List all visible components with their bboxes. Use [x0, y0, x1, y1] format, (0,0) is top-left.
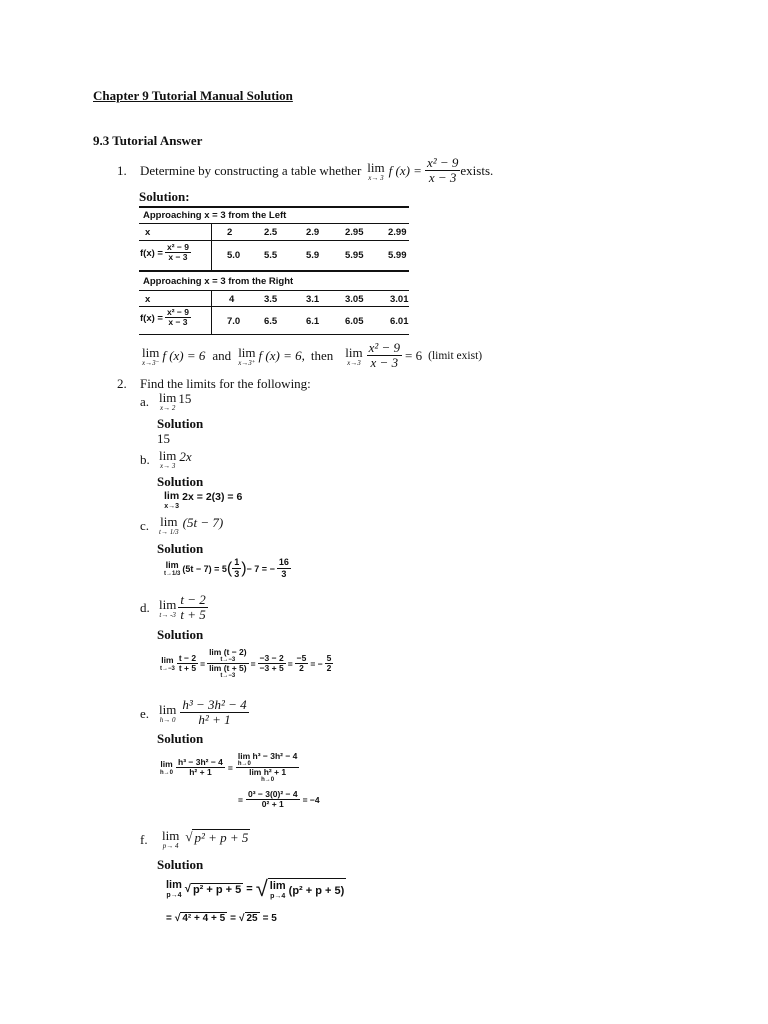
- f-label-fraction: [165, 243, 191, 263]
- lim-subscript: x→ 3: [159, 462, 176, 470]
- q2f-sol-line2-result: = 5: [262, 912, 277, 924]
- lim-word: lim: [159, 390, 177, 405]
- q2b-solution-label: Solution: [157, 474, 204, 489]
- q2e-sol-frac3: [246, 790, 300, 810]
- q2c-sol-mid: − 7 = −: [246, 563, 275, 574]
- lim-subscript: x→3: [347, 358, 361, 367]
- lim-subscript: p→ 4: [162, 842, 179, 850]
- concl-eq: = 6: [405, 348, 423, 363]
- q2a-answer: 15: [157, 431, 170, 446]
- lim-word: lim: [142, 344, 160, 360]
- q1-number: 1.: [117, 163, 127, 178]
- lim-word: lim: [160, 514, 178, 529]
- lim-subscript: x→3⁻: [142, 358, 160, 367]
- lim-word: lim: [162, 828, 180, 843]
- table-cell: 6.1: [306, 316, 320, 327]
- frac-den: −3 + 5: [259, 663, 284, 674]
- chapter-title: Chapter 9 Tutorial Manual Solution: [93, 88, 293, 103]
- lim-word: lim: [238, 344, 256, 360]
- q2d-solution-label: Solution: [157, 627, 204, 642]
- table-cell: 3.5: [264, 294, 278, 305]
- q1-solution-label: Solution:: [139, 189, 190, 204]
- lim-subscript: t→ 1/3: [159, 528, 179, 536]
- q2e-solution-line2: = $\frac{\text{0³ − 3(0)² − 4}}{\text{0² + 1}}$ = −4: [238, 789, 320, 810]
- table-x-label-2: x: [145, 294, 151, 305]
- frac-num: −3 − 2: [259, 652, 284, 663]
- q2a-solution-label: Solution: [157, 416, 204, 431]
- q2a-value: 15: [178, 391, 192, 406]
- q2b-solution: [164, 491, 242, 510]
- q2c-value: (5t − 7): [182, 515, 224, 530]
- lim-word: lim: [159, 448, 177, 463]
- frac-den: 0² + 1: [261, 799, 284, 810]
- lim-subscript: t→1/3: [164, 570, 181, 577]
- lim-word: lim: [345, 344, 363, 360]
- q2a-expr: [159, 391, 191, 412]
- frac-num: 5: [326, 652, 332, 663]
- lim-word: lim: [166, 878, 182, 891]
- concl-and: and: [212, 348, 232, 363]
- concl-fraction: [367, 341, 402, 371]
- q2f-letter: f.: [140, 832, 148, 847]
- frac-num: lim (t − 2): [209, 647, 247, 658]
- lim-subscript: p→4: [166, 891, 182, 899]
- frac-den: 3: [281, 568, 287, 579]
- frac-num: t − 2: [180, 591, 206, 607]
- f-label-den: x − 3: [168, 317, 188, 328]
- frac-num: lim h³ − 3h² − 4: [237, 751, 298, 762]
- lim-subscript: h→0: [160, 769, 174, 776]
- frac-den: 2: [299, 663, 304, 674]
- q2f-expr: lim p→ 4 √ p² + p + 5: [162, 828, 249, 850]
- q2f-sol-inner: [268, 878, 347, 900]
- lim-subscript: t→ -3: [159, 610, 176, 619]
- frac-den: 2: [326, 663, 332, 674]
- concl-den: x − 3: [370, 355, 399, 371]
- q2f-sol-inner-expr: (p² + p + 5): [288, 884, 345, 897]
- q2f-sol-line2-radicand2: 25: [246, 913, 258, 924]
- frac-den: lim (t + 5): [209, 663, 247, 674]
- q2c-sol-pre: (5t − 7) = 5: [182, 563, 227, 574]
- f-label-num: x² − 9: [166, 307, 189, 317]
- q2d-fraction: [178, 593, 207, 623]
- q2b-letter: b.: [140, 452, 150, 467]
- q2c-solution-label: Solution: [157, 541, 204, 556]
- f-label-text: f(x) =: [140, 247, 163, 259]
- frac-den: lim h² + 1: [249, 767, 287, 778]
- f-label-den: x − 3: [168, 252, 188, 263]
- q1-text: Determine by constructing a table whether: [140, 163, 362, 178]
- frac-num-sub: t→−3: [220, 656, 236, 663]
- q2e-fraction: [180, 698, 248, 728]
- q2d-sol-frac4: [295, 654, 309, 674]
- q1-statement: [140, 151, 493, 191]
- frac-den: 3: [234, 568, 240, 579]
- q2c-letter: c.: [140, 518, 150, 533]
- f-label-fraction: [165, 308, 191, 328]
- table-cell: 5.95: [345, 250, 364, 261]
- frac-num: 0³ − 3(0)² − 4: [247, 789, 298, 799]
- frac-num: 1: [234, 557, 240, 567]
- q2e-sol-result: = −4: [302, 795, 320, 806]
- q2d-sol-frac1: [177, 654, 198, 674]
- lim-subscript: x→3⁺: [238, 358, 256, 367]
- concl-num: x² − 9: [368, 339, 401, 355]
- q2f-radicand: p² + p + 5: [194, 830, 249, 845]
- frac-den: h² + 1: [189, 767, 212, 778]
- section-title: 9.3 Tutorial Answer: [93, 133, 203, 148]
- frac-den-sub: t→−3: [220, 672, 236, 679]
- table-cell: 2.99: [388, 227, 407, 238]
- lim-word: lim: [165, 559, 179, 570]
- table-cell: 5.0: [227, 250, 241, 261]
- table-cell: 6.05: [345, 316, 364, 327]
- q2c-sol-frac: [232, 558, 241, 579]
- table-cell: 2.95: [345, 227, 364, 238]
- concl-part1: f (x) = 6: [162, 348, 206, 363]
- table-cell: 3.01: [390, 294, 409, 305]
- lim-word: lim: [269, 880, 286, 892]
- lim-word: lim: [160, 759, 173, 770]
- frac-den: t + 5: [178, 663, 197, 674]
- q2f-solution: lim p→4 √ p² + p + 5 = √ lim p→4 (p² + p + 5): [166, 876, 345, 901]
- q1-denominator: x − 3: [428, 170, 457, 186]
- q2b-expr: [159, 449, 192, 470]
- q1-numerator: x² − 9: [426, 154, 459, 170]
- q2b-value: 2x: [179, 449, 192, 464]
- frac-num: −5: [296, 652, 307, 663]
- table-cell: 5.9: [306, 250, 320, 261]
- frac-den: h² + 1: [198, 712, 231, 728]
- q1-fraction: [425, 156, 460, 186]
- q2f-solution-line2: = √ 4² + 4 + 5 = √ 25 = 5: [166, 912, 277, 924]
- q2e-solution: lim h→0 $\frac{\text{h³ − 3h² − 4}}{\text{h² + 1}}$ = lim h³ − 3h² − 4 h→0 lim h² + 1 h→0: [160, 751, 298, 783]
- q2f-solution-label: Solution: [157, 857, 204, 872]
- table-cell: 2: [227, 227, 233, 238]
- table-cell: 6.5: [264, 316, 278, 327]
- table-x-label: x: [145, 227, 151, 238]
- q2d-sol-frac5: [325, 654, 334, 674]
- q2e-letter: e.: [140, 706, 150, 721]
- q2e-sol-frac2: [236, 752, 300, 784]
- frac-num-sub: h→0: [237, 760, 251, 767]
- table-f-label: [140, 243, 191, 263]
- table-left-title: Approaching x = 3 from the Left: [143, 210, 287, 221]
- frac-num: h³ − 3h² − 4: [178, 756, 223, 767]
- lim-subscript: p→4: [270, 893, 286, 900]
- lim-subscript: h→ 0: [159, 715, 176, 724]
- q2f-sol-line2-radicand: 4² + 4 + 5: [182, 913, 226, 924]
- concl-part2: f (x) = 6,: [258, 348, 305, 363]
- q2d-sol-frac2: [207, 648, 249, 680]
- q2b-solution-expr: 2x = 2(3) = 6: [182, 491, 243, 503]
- f-label-num: x² − 9: [166, 242, 189, 252]
- q2c-expr: [159, 515, 223, 536]
- lim-word: lim: [159, 701, 177, 717]
- q2-text: Find the limits for the following:: [140, 376, 311, 391]
- table-f-label-2: [140, 308, 191, 328]
- table-right-title: Approaching x = 3 from the Right: [143, 276, 294, 287]
- q2-number: 2.: [117, 376, 127, 391]
- frac-num: h³ − 3h² − 4: [182, 696, 247, 712]
- lim-word: lim: [159, 596, 177, 612]
- q2d-sol-frac3: [258, 654, 286, 674]
- concl-limit-1: [142, 346, 159, 367]
- frac-num: 16: [278, 557, 289, 567]
- q1-tail: exists.: [460, 163, 494, 178]
- lim-word: lim: [164, 490, 180, 502]
- concl-limit-2: [238, 346, 255, 367]
- q2d-letter: d.: [140, 600, 150, 615]
- concl-limit-3: [345, 346, 362, 367]
- q2a-letter: a.: [140, 394, 150, 409]
- table-cell: 2.9: [306, 227, 320, 238]
- lim-subscript: x→ 3: [368, 173, 384, 182]
- concl-then: then: [310, 348, 334, 363]
- q1-limit: [367, 161, 384, 182]
- q2e-expr: [159, 692, 249, 734]
- lim-subscript: x→ 2: [159, 404, 176, 412]
- q1-fx: f (x) =: [388, 163, 422, 178]
- frac-den-sub: h→0: [261, 776, 275, 783]
- q1-conclusion: [142, 336, 482, 376]
- table-cell: 4: [229, 294, 235, 305]
- lim-subscript: t→−3: [160, 665, 175, 672]
- q2f-sol-radicand: p² + p + 5: [192, 883, 242, 896]
- table-cell: 5.99: [388, 250, 407, 261]
- lim-word: lim: [367, 159, 385, 175]
- table-cell: 7.0: [227, 316, 241, 327]
- f-label-text: f(x) =: [140, 312, 163, 324]
- table-cell: 5.5: [264, 250, 278, 261]
- table-cell: 3.05: [345, 294, 364, 305]
- lim-word: lim: [161, 655, 174, 666]
- frac-num: t − 2: [178, 652, 197, 663]
- table-cell: 6.01: [390, 316, 409, 327]
- lim-subscript: x→3: [164, 502, 179, 510]
- q2e-solution-label: Solution: [157, 731, 204, 746]
- q2d-expr: [159, 588, 208, 628]
- table-cell: 3.1: [306, 294, 320, 305]
- q2c-solution: lim t→1/3 (5t − 7) = 5 ( $\frac{1}{3}$ ) − 7 = − $\frac{16}{3}$: [164, 557, 289, 579]
- q2d-solution: lim t→−3 $\frac{t - 2}{t + 5}$ = lim (t − 2) t→−3 lim (t + 5) t→−3 = $\frac{-3 - 2}{-3 + 5}$ = $\frac{-5}{2}$ = − $\frac{5}{2}$: [160, 647, 332, 679]
- q2c-sol-result: [277, 558, 291, 579]
- q2e-sol-frac1: [176, 758, 225, 778]
- concl-note: (limit exist): [428, 350, 483, 362]
- table-cell: 2.5: [264, 227, 278, 238]
- frac-den: t + 5: [180, 607, 206, 623]
